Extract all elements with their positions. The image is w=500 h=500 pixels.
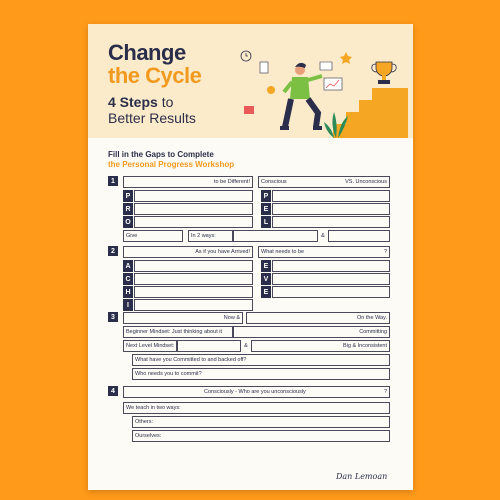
worksheet-page — [88, 24, 413, 490]
blank-achi-1[interactable] — [134, 260, 253, 272]
question-mark: ? — [383, 249, 387, 255]
lightbulb-icon — [267, 86, 275, 94]
blank-consciously[interactable] — [123, 386, 390, 398]
big-inconsistent-label: Big & Inconsistent — [342, 343, 387, 349]
others-label: Others: — [135, 419, 154, 425]
blank-now[interactable] — [123, 312, 243, 324]
blank-achi-4[interactable] — [134, 299, 253, 311]
ourselves-field[interactable] — [132, 430, 390, 442]
committed-question-field[interactable] — [132, 354, 390, 366]
in-2-ways-label: In 2 ways: — [191, 233, 216, 239]
subtitle-line-1 — [108, 94, 173, 110]
blank-way-2[interactable] — [328, 230, 390, 242]
now-amp-label: Now & — [223, 315, 240, 321]
blank-give[interactable] — [123, 230, 183, 242]
teach-field[interactable] — [123, 402, 390, 414]
letter-c: C — [123, 273, 133, 285]
blank-achi-3[interactable] — [134, 286, 253, 298]
blank-pel-1[interactable] — [272, 190, 390, 202]
step-number-1: 1 — [108, 176, 118, 186]
committed-question-label: What have you Committed to and backed off? — [135, 357, 247, 363]
step-number-2: 2 — [108, 246, 118, 256]
subtitle-bold: 4 Steps — [108, 94, 158, 110]
beginner-label: Beginner Mindset: Just thinking about it — [126, 329, 223, 335]
on-the-way-label: On the Way. — [357, 315, 387, 321]
consciously-label: Consciously - Who are you unconsciously — [204, 389, 306, 395]
question-mark-2: ? — [383, 389, 387, 395]
person-climbing-stairs-illustration — [238, 42, 408, 138]
blank-pro-1[interactable] — [134, 190, 253, 202]
letter-e2: E — [261, 260, 271, 272]
letter-p: P — [123, 190, 133, 202]
others-field[interactable] — [132, 416, 390, 428]
letter-p2: P — [261, 190, 271, 202]
blank-pro-2[interactable] — [134, 203, 253, 215]
amp-label-2: & — [244, 343, 248, 349]
title-line-1: Change — [108, 40, 186, 65]
ourselves-label: Ourselves: — [135, 433, 162, 439]
workshop-line-1: Fill in the Gaps to Complete — [108, 150, 214, 159]
needs-commit-label: Who needs you to commit? — [135, 371, 202, 377]
letter-l: L — [261, 216, 271, 228]
blank-pro-3[interactable] — [134, 216, 253, 228]
in-2-ways-field[interactable] — [188, 230, 233, 242]
next-level-field[interactable] — [123, 340, 177, 352]
blank-to-be-different[interactable] — [123, 176, 253, 188]
blank-achi-2[interactable] — [134, 273, 253, 285]
chat-bubble-icon — [320, 62, 332, 70]
to-be-different-label: to be Different! — [214, 179, 250, 185]
chart-card-icon — [324, 78, 342, 90]
blank-committing[interactable] — [233, 326, 390, 338]
letter-h: H — [123, 286, 133, 298]
blank-way-1[interactable] — [233, 230, 318, 242]
subtitle-rest: to — [157, 94, 174, 110]
calendar-icon — [244, 106, 254, 114]
person-icon — [280, 63, 322, 130]
letter-i: I — [123, 299, 133, 311]
needs-commit-field[interactable] — [132, 368, 390, 380]
step-number-4: 4 — [108, 386, 118, 396]
what-needs-label: What needs to be — [261, 249, 305, 255]
letter-v: V — [261, 273, 271, 285]
blank-pel-3[interactable] — [272, 216, 390, 228]
blank-pel-2[interactable] — [272, 203, 390, 215]
vs-unconscious-label: VS. Unconscious — [345, 179, 387, 185]
committing-label: Committing — [359, 329, 387, 335]
blank-on-the-way[interactable] — [246, 312, 390, 324]
workshop-line-2: the Personal Progress Workshop — [108, 160, 235, 169]
letter-o: O — [123, 216, 133, 228]
letter-e: E — [261, 203, 271, 215]
amp-label: & — [321, 233, 325, 239]
blank-as-if-arrived[interactable] — [123, 246, 253, 258]
clipboard-icon — [260, 62, 268, 73]
blank-next-level-1[interactable] — [177, 340, 241, 352]
conscious-label: Conscious — [261, 179, 287, 185]
as-if-arrived-label: As if you have Arrived! — [195, 249, 250, 255]
stairs-icon — [333, 88, 408, 138]
letter-r: R — [123, 203, 133, 215]
teach-label: We teach in two ways: — [126, 405, 181, 411]
signature: Dan Lemoan — [336, 472, 388, 481]
letter-a: A — [123, 260, 133, 272]
header-banner — [88, 24, 413, 138]
blank-what-needs[interactable] — [258, 246, 390, 258]
blank-eve-2[interactable] — [272, 273, 390, 285]
step-number-3: 3 — [108, 312, 118, 322]
blank-conscious[interactable] — [258, 176, 390, 188]
give-label: Give — [126, 233, 138, 239]
blank-eve-3[interactable] — [272, 286, 390, 298]
beginner-mindset-field[interactable] — [123, 326, 233, 338]
letter-e3: E — [261, 286, 271, 298]
next-level-label: Next Level Mindset: — [126, 343, 175, 349]
blank-big-inconsistent[interactable] — [251, 340, 390, 352]
title-line-2: the Cycle — [108, 63, 202, 88]
trophy-icon — [372, 62, 396, 84]
blank-eve-1[interactable] — [272, 260, 390, 272]
star-icon — [340, 52, 352, 64]
subtitle-line-2: Better Results — [108, 110, 196, 126]
